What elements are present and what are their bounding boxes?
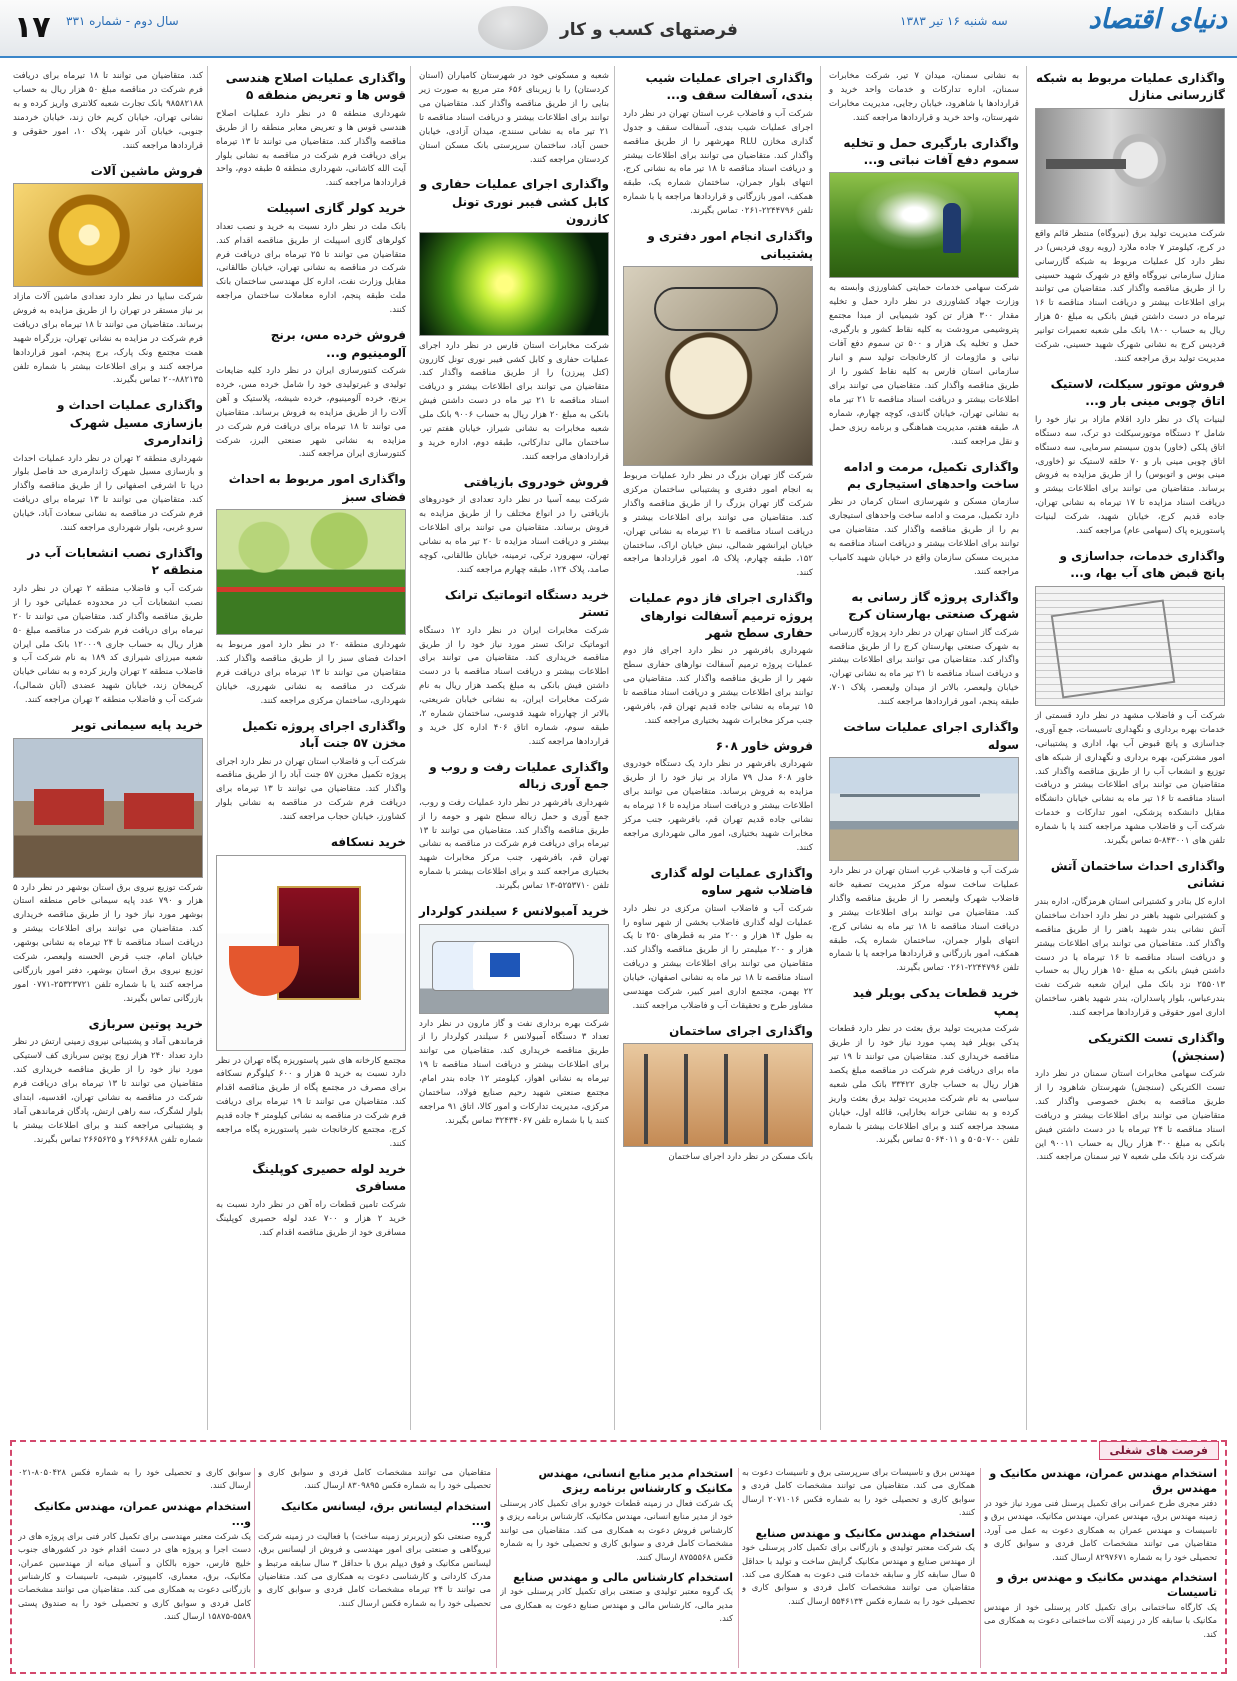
article-body: اداره کل بنادر و کشتیرانی استان هرمزگان، اداره بندر و کشتیرانی شهید باهنر در نظر دارد احداث ساختمان آتش نشانی بندر شهید باهنر را از طریق مناقصه واگذار کند. متقاضیان می توانند برای اطلاعات بیشتر و دریافت اسناد مناقصه تا ۱۶ تیرماه با در دست داشتن فیش بانکی به مبلغ ۱۵۰ هزار ریال به حساب ۲۵۵۰۱۳ نزد بانک ملی ایران شعبه شرکت نفت بندرعباس، بلوار پاسداران، بندر شهید باهنر، ساختمان اداری امور حقوقی و قراردادها مراجعه کنند.	[1035, 896, 1225, 1019]
article-photo	[829, 172, 1019, 278]
job-listing	[984, 1570, 1217, 1641]
article-body: فرماندهی آماد و پشتیبانی نیروی زمینی ارتش در نظر دارد تعداد ۲۴۰ هزار زوج پوتین سربازی کف لاستیکی مورد نیاز خود را از طریق مناقصه خریداری کند. متقاضیان می توانند تا ۱۳ تیرماه برای دریافت فرم شرکت در مناقصه به نشانی تهران، اقدسیه، ابتدای بلوار لشگرک، سه راهی ارتش، پادگان فرماندهی آماد و پشتیبانی مراجعه کنند و برای اطلاعات بیشتر با شماره تلفن ۲۶۹۶۶۸۸ و ۲۶۶۵۶۲۵ تماس بگیرند.	[13, 1037, 204, 1145]
job-listing	[984, 1466, 1217, 1564]
article-headline: واگذاری اجرای فاز دوم عملیات پروژه ترمیم آسفالت نوارهای حفاری سطح شهر	[629, 591, 813, 641]
news-column	[213, 70, 409, 1428]
article-body: شرکت سهامی خدمات حمایتی کشاورزی وابسته به وزارت جهاد کشاورزی در نظر دارد حمل و تخلیه مقدار ۳۰۰ هزار تن کود شیمیایی از مبدا مجتمع پتروشیمی مرودشت به کلیه نقاط کشور و بارگیری، حمل و تخلیه یک هزار و ۵۰۰ تن سموم دفع آفات نباتی و ماژومات از کارخانجات تولید سم و انبار سازمانی استان فارس به کلیه نقاط کشور را از طریق مناقصه واگذار کند. متقاضیان می توانند برای اطلاعات بیشتر و دریافت اسناد مناقصه تا ۲۱ تیر ماه به نشانی تهران، خیابان گاندی، کوچه چهارم، شماره ۸، طبقه هفتم، مدیریت هماهنگی و برنامه ریزی حمل و نقل مراجعه کنند.	[829, 283, 1020, 447]
article-photo	[623, 266, 813, 466]
jobs-column	[984, 1466, 1217, 1672]
globe-icon	[478, 6, 548, 50]
article	[13, 163, 203, 389]
jobs-column	[742, 1466, 975, 1672]
article-body: شرکت بیمه آسیا در نظر دارد تعدادی از خودروهای بازیافتی را در انواع مختلف را از طریق مزایده به فروش برساند. متقاضیان می توانند برای اطلاعات بیشتر و دریافت اسناد مزایده تا ۲۰ تیر ماه به نشانی تهران، سهرورد ترکی، ترمینه، خیابان طالقانی، کوچه صامد، پلاک ۱۲۴، طبقه چهارم مراجعه کنند.	[419, 495, 609, 575]
job-title: استخدام مدیر منابع انسانی، مهندس مکانیک و کارشناس برنامه ریزی	[538, 1467, 733, 1496]
article-headline: واگذاری اجرای پروژه تکمیل مخزن ۵۷ جنت آباد	[242, 718, 406, 751]
article-body: شهرداری منطقه ۵ در نظر دارد عملیات اصلاح هندسی قوس ها و تعریض معابر منطقه را از طریق مناقصه واگذار کند. متقاضیان می توانند تا ۱۳ تیرماه برای دریافت فرم شرکت در مناقصه به نشانی بلوار آیت الله کاشانی، شهرداری منطقه ۵ طبقه دوم، واحد قراردادها مراجعه کنند.	[216, 108, 407, 189]
news-column	[826, 70, 1022, 1428]
job-listing	[18, 1499, 251, 1624]
article-photo	[623, 1043, 813, 1147]
article	[829, 459, 1019, 580]
column-divider	[207, 66, 208, 1430]
article	[829, 70, 1019, 126]
article	[623, 1023, 813, 1165]
article-body: مجتمع کارخانه های شیر پاستوریزه پگاه تهران در نظر دارد نسبت به خرید ۵ هزار و ۶۰۰ کیلوگرم نسکافه برای مصرف در مجتمع پگاه از طریق مناقصه اقدام کند. متقاضیان می توانند تا ۱۹ تیرماه برای دریافت فرم شرکت در مناقصه به نشانی کیلومتر ۴ جاده قدیم کرج، مجتمع کارخانجات شیر پاستوریزه پگاه مراجعه کنند.	[216, 1055, 406, 1150]
job-body: مهندس برق و تاسیسات برای سرپرستی برق و تاسیسات دعوت به همکاری می کند. متقاضیان می توانند مشخصات کامل فردی و سوابق کاری و تحصیلی خود را به شماره فکس ۲۰۷۱۰۱۶ ارسال کنند.	[742, 1467, 975, 1518]
job-body: سوابق کاری و تحصیلی خود را به شماره فکس ۸۰۵۰۴۲۸-۰۲۱ ارسال کنند.	[18, 1467, 251, 1491]
job-body: یک شرکت فعال در زمینه قطعات خودرو برای تکمیل کادر پرسنلی خود از مدیر منابع انسانی، مهندس مکانیک، کارشناس برنامه ریزی و کارشناس فروش دعوت به همکاری می کند. متقاضیان می توانند مشخصات کامل فردی و سوابق کاری و تحصیلی خود را به شماره فکس ۸۷۵۵۵۶۸ ارسال کنند.	[500, 1497, 733, 1562]
article-headline: واگذاری تکمیل، مرمت و ادامه ساخت واحدهای استیجاری بم	[843, 459, 1019, 491]
jobs-divider	[738, 1468, 739, 1668]
article-body: شهرداری منطقه ۲ تهران در نظر دارد عملیات احداث و بازسازی مسیل شهرک ژاندارمری حد فاصل بلوار دریا تا اشرفی اصفهانی را از طریق مناقصه واگذار کند. متقاضیان می توانند تا ۱۳ تیرماه برای دریافت فرم شرکت در مناقصه به نشانی سعادت آباد، خیابان سرو غربی، بلوار شهرداری مراجعه کنند.	[13, 453, 203, 534]
article-photo	[216, 855, 406, 1051]
news-column	[10, 70, 206, 1428]
article-body: شرکت بهره برداری نفت و گاز مارون در نظر دارد تعداد ۳ دستگاه آمبولانس ۶ سیلندر کولردار را از طریق مناقصه خریداری کند. متقاضیان می توانند برای اطلاعات بیشتر و دریافت اسناد مناقصه تا ۱۹ تیرماه به نشانی اهواز، کیلومتر ۱۲ جاده بندر امام، مجتمع صنعتی شهید رحیم صنایع فولاد، ساختمان مرکزی، مدیریت تدارکات و امور کالا، اتاق ۹۱ مراجعه کنند یا با شماره تلفن ۳۲۴۳۴۰۶۷ تماس بگیرند.	[419, 1018, 609, 1126]
article	[1035, 1030, 1225, 1165]
article-body: شرکت آب و فاضلاب استان تهران در نظر دارد اجرای پروژه تکمیل مخزن ۵۷ جنت آباد را از طریق مناقصه واگذار کند. متقاضیان می توانند تا ۱۳ تیرماه برای دریافت فرم شرکت در مناقصه به نشانی بلوار کشاورز، خیابان حجاب مراجعه کنند.	[216, 756, 406, 823]
article-headline: خرید پایه سیمانی تویر	[72, 718, 203, 733]
article-headline: واگذاری عملیات رفت و روب و جمع آوری زباله	[429, 759, 609, 792]
article	[13, 717, 203, 1007]
job-body: یک گروه معتبر تولیدی و صنعتی برای تکمیل کادر پرسنلی خود از مدیر مالی، کارشناس مالی و مهندس صنایع دعوت به همکاری می کند.	[500, 1586, 733, 1624]
article-headline: واگذاری احداث ساختمان آتش نشانی	[1050, 859, 1225, 891]
article	[419, 70, 609, 167]
article-headline: واگذاری پروژه گاز رسانی به شهرک صنعتی بهارستان کرج	[848, 589, 1019, 622]
article-body: شرکت مخابرات استان فارس در نظر دارد اجرای عملیات حفاری و کابل کشی فیبر نوری تونل کازرون (کتل پیرزن) را از طریق مناقصه واگذار کند. متقاضیان می توانند برای اطلاعات بیشتر و دریافت اسناد مناقصه تا ۲۱ تیر ماه در دست داشتن فیش بانکی به مبلغ ۲۰ هزار ریال به حساب ۹۰۰۶ بانک ملی شعبه مخابرات به نشانی شیراز، خیابان هفتم تیر، ساختمان مالی تدارکاتی، طبقه دوم، اداره خرید و قراردادهای مراجعه کنند.	[419, 340, 609, 462]
jobs-column	[18, 1466, 251, 1672]
job-body: یک شرکت معتبر مهندسی برای تکمیل کادر فنی برای پروژه های در دست اجرا و پروژه های در دست اقدام خود در کشورهای جنوب خلیج فارس، حوزه بالکان و آسیای میانه از مهندسین عمران، مکانیک، برق، معماری، کامپیوتر، شیمی، تاسیسات و کارشناس بازرگانی دعوت به همکاری می کند. متقاضیان می توانند مشخصات کامل فردی و سوابق کاری و تحصیلی خود را به صندوق پستی ۵۵۸۹-۱۵۸۷۵ ارسال کنند.	[18, 1530, 251, 1622]
job-listing	[258, 1499, 491, 1610]
news-column	[416, 70, 612, 1428]
job-body: متقاضیان می توانند مشخصات کامل فردی و سوابق کاری و تحصیلی خود را به شماره فکس ۸۳۰۹۸۹۵ ارسال کنند.	[258, 1467, 491, 1491]
article-body: شرکت مدیریت تولید برق (نیروگاه) منتظر قائم واقع در کرج، کیلومتر ۷ جاده ملارد (روبه روی فردیس) در نظر دارد کل عملیات مربوط به شبکه گازرسانی منازل سازمانی نیروگاه واقع در شهرک شهید حسینی را از طریق مناقصه واگذار کند. متقاضیان می توانند برای اطلاعات بیشتر و دریافت اسناد مناقصه تا ۱۶ تیرماه در دست داشتن فیش بانکی به مبلغ ۵۰ هزار ریال به حساب ۱۸۰۰ بانک ملی شعبه تعمیرات توانیر فردیس کرج به نشانی شهرک شهید حسینی، شرکت مدیریت تولید برق مراجعه کنند.	[1035, 228, 1225, 365]
article	[216, 834, 406, 1152]
article	[13, 397, 203, 536]
job-title: استخدام مهندس عمران، مهندس مکانیک و...	[34, 1499, 251, 1529]
article	[216, 200, 406, 318]
article-body: شرکت آب و فاضلاب غرب استان تهران در نظر دارد اجرای عملیات شیب بندی، آسفالت سقف و جدول گذاری مخازن RLU مهرشهر را از طریق مناقصه واگذار کند. متقاضیان می توانند برای اطلاعات بیشتر و دریافت اسناد مناقصه تا ۱۸ تیر ماه به نشانی کرج، انتهای بلوار جمران، ساختمان شماره یک، طبقه همکف، امور بازرگانی و قراردادها مراجعه یا با شماره تلفن ۲۲۴۴۷۹۶-۰۲۶۱ تماس بگیرند.	[623, 108, 814, 217]
article	[623, 738, 813, 856]
article-body: به نشانی سمنان، میدان ۷ تیر، شرکت مخابرات سمنان، اداره تدارکات و خدمات واحد خرید و قراردادها یا شاهرود، خیابان رجایی، مدیریت مخابرات شهرستان، واحد خرید و قراردادها مراجعه کنند.	[829, 71, 1019, 123]
article-body: شهرداری بافرشهر در نظر دارد یک دستگاه خودروی خاور ۶۰۸ مدل ۷۹ مازاد بر نیاز خود را از طریق مزایده به فروش برساند. متقاضیان می توانند برای اطلاعات بیشتر و دریافت اسناد مزایده تا ۱۶ تیرماه به نشانی جاده قدیم تهران قم، بافرشهر، جنب مرکز مخابرات شهید بختیاری، امور مالی شهرداری مراجعه کنند.	[623, 759, 814, 853]
news-column	[620, 70, 816, 1428]
article-headline: واگذاری تست الکتریکی (سنجش)	[1088, 1031, 1225, 1063]
article-body: شرکت سایپا در نظر دارد تعدادی ماشین آلات مازاد بر نیاز مستقر در تهران را از طریق مزایده به فروش برساند. متقاضیان می توانند تا ۱۸ تیرماه برای دریافت فرم شرکت در مزایده به نشانی تهران، بزرگراه شهید همت مجتمع ونک پارک، برج پنجم، امور قراردادها مراجعه کنند و برای اطلاعات بیشتر با شماره تلفن ۸۸۲۱۳۵-۲۰ تماس بگیرند.	[13, 291, 203, 386]
article-headline: واگذاری نصب انشعابات آب در منطقه ۲	[27, 546, 203, 578]
job-listing	[742, 1466, 975, 1520]
column-divider	[614, 66, 615, 1430]
article	[13, 545, 203, 708]
article-body: شرکت تامین قطعات راه آهن در نظر دارد نسبت به خرید ۲ هزار و ۷۰۰ عدد لوله حصیری کوپلینگ مسافری خود از طریق مناقصه اقدام کند.	[216, 1199, 406, 1238]
article	[1035, 376, 1225, 539]
article-headline: واگذاری عملیات احداث و بازسازی مسیل شهرک ژاندارمری	[57, 398, 203, 448]
article	[829, 589, 1019, 710]
article	[419, 759, 609, 894]
job-listing	[258, 1466, 491, 1493]
article-headline: فروش خودروی بازیافتی	[463, 474, 609, 489]
jobs-divider	[496, 1468, 497, 1668]
article-body: شرکت مخابرات ایران در نظر دارد ۱۲ دستگاه اتوماتیک ترانک تستر مورد نیاز خود را از طریق مناقصه خریداری کند. متقاضیان می توانند برای اطلاعات بیشتر و دریافت اسناد مناقصه با در دست داشتن فیش بانکی به مبلغ یکصد هزار ریال به نام شرکت مخابرات ایران، به نشانی خیابان شریعتی، بالاتر از چهارراه شهید قدوسی، ساختمان شماره ۲، طبقه سوم، شماره اتاق ۴۰۶ اداره کل خرید و قراردادها مراجعه کنند.	[419, 625, 609, 747]
article	[829, 719, 1019, 976]
article-headline: فروش ماشین آلات	[90, 163, 203, 178]
publication-date: سه شنبه ۱۶ تیر ۱۳۸۳	[900, 14, 1008, 28]
article	[419, 474, 609, 578]
section-title: فرصتهای کسب و کار	[560, 20, 738, 40]
article-body: شرکت آب و فاضلاب مشهد در نظر دارد قسمتی از خدمات بهره برداری و نگهداری تاسیسات، جمع آوری، جداسازی و پانچ قبوض آب بها، اداری و پشتیبانی، امور مشترکین، بهره برداری و نگهداری از شبکه های توزیع و انشعاب آب را از طریق مناقصه واگذار کند. متقاضیان می توانند برای اطلاعات بیشتر و دریافت اسناد مناقصه تا ۱۶ تیر ماه به نشانی خیابان دانشگاه مقابل دانشکده پزشکی، امور تدارکات و خدمات شرکت آب و فاضلاب مشهد مراجعه کنند یا با شماره تلفن های ۸۴۳۰۰۱-۵ تماس بگیرند.	[1035, 710, 1225, 847]
article-body: شرکت توزیع نیروی برق استان بوشهر در نظر دارد ۵ هزار و ۷۹۰ عدد پایه سیمانی خاص منطقه استان بوشهر مورد نیاز خود را از طریق مناقصه خریداری کند. متقاضیان می توانند برای اطلاعات بیشتر و دریافت اسناد مناقصه تا ۲۴ تیرماه به نشانی بوشهر، خیابان امام، جنب قرض الحسنه ولیعصر، شرکت توزیع نیروی برق استان بوشهر، دفتر امور بازرگانی مراجعه کنند یا با شماره تلفن ۲۵۳۲۳۷۲۱-۰۷۷۱ امور بازرگانی تماس بگیرند.	[13, 882, 203, 1004]
job-listing	[500, 1570, 733, 1626]
article-headline: واگذاری عملیات لوله گذاری فاضلاب شهر ساوه	[650, 865, 813, 898]
jobs-badge: فرصت های شغلی	[1099, 1441, 1219, 1460]
article-photo	[1035, 108, 1225, 224]
article	[13, 1016, 203, 1148]
article	[216, 471, 406, 708]
article-headline: خرید دستگاه اتوماتیک ترانک تستر	[444, 587, 609, 620]
job-listing	[742, 1526, 975, 1609]
article-photo	[13, 738, 203, 878]
issue-info: سال دوم - شماره ۳۳۱	[66, 14, 179, 28]
article-headline: فروش موتور سیکلت، لاستیک اتاق چوبی مینی بار و...	[1050, 377, 1225, 409]
article-body: شرکت گاز استان تهران در نظر دارد پروژه گازرسانی به شهرک صنعتی بهارستان کرج را از طریق مناقصه واگذار کند. متقاضیان می توانند برای اطلاعات بیشتر و دریافت اسناد مناقصه تا ۲۱ تیر ماه به نشانی تهران، خیابان ولیعصر، بالاتر از میدان ولیعصر، پلاک ۷۰۱، طبقه پنجم، امور قراردادها مراجعه کنند.	[829, 627, 1019, 708]
newspaper-logo: دنیای اقتصاد	[1088, 4, 1227, 35]
job-listing	[18, 1466, 251, 1493]
article-headline: واگذاری اجرای عملیات حفاری و کابل کشی فیبر نوری تونل کازرون	[419, 177, 609, 227]
column-divider	[410, 66, 411, 1430]
article-headline: خرید قطعات یدکی بویلر فید پمپ	[852, 986, 1019, 1018]
article-photo	[829, 757, 1019, 861]
article-body: شعبه و مسکونی خود در شهرستان کامیاران (استان کردستان) را با زیربنای ۶۵۶ متر مربع به صورت زیر بنایی را از طریق مناقصه واگذار کند. متقاضیان می توانند برای اطلاعات بیشتر و دریافت اسناد مناقصه تا ۲۱ تیر ماه به نشانی سنندج، میدان آزادی، خیابان حسن آباد، ساختمان سرپرستی بانک مسکن استان کردستان مراجعه کنند.	[419, 71, 609, 165]
article-headline: واگذاری عملیات مربوط به شبکه گازرسانی منازل	[1036, 71, 1225, 103]
article-headline: فروش خرده مس، برنج آلومینیوم و...	[270, 328, 406, 360]
column-divider	[1026, 66, 1027, 1430]
article	[623, 590, 813, 729]
article-headline: خرید کولر گازی اسپیلت	[266, 201, 406, 216]
article	[829, 135, 1019, 450]
article-headline: واگذاری انجام امور دفتری و پشتیبانی	[647, 229, 813, 261]
article-headline: واگذاری اجرای ساختمان	[669, 1024, 813, 1039]
article-photo	[13, 183, 203, 287]
job-body: یک شرکت معتبر تولیدی و بازرگانی برای تکمیل کادر پرسنلی خود از مهندس صنایع و مهندس مکانیک گرایش ساخت و تولید با حداقل ۵ سال سابقه کار و سابقه خدمات فنی دعوت به همکاری می کند. متقاضیان می توانند مشخصات کامل فردی و سوابق کاری و تحصیلی خود را به شماره فکس ۵۵۴۶۱۳۴ ارسال کنند.	[742, 1542, 975, 1606]
article	[1035, 70, 1225, 367]
article	[216, 70, 406, 191]
article-headline: واگذاری اجرای عملیات ساخت سوله	[843, 720, 1019, 752]
article-photo	[216, 509, 406, 635]
jobs-divider	[254, 1468, 255, 1668]
article-headline: واگذاری عملیات اصلاح هندسی قوس ها و تعریض منطقه ۵	[225, 71, 406, 103]
article-body: شرکت سهامی مخابرات استان سمنان در نظر دارد تست الکتریکی (سنجش) شهرستان شاهرود را از طریق مناقصه به بخش خصوصی واگذار کند. متقاضیان می توانند برای اطلاعات بیشتر و دریافت اسناد مناقصه تا ۲۴ تیرماه با در دست داشتن فیش بانکی به مبلغ ۳۰۰ هزار ریال به حساب ۹۰۰۱۱ این شرکت نزد بانک ملی شعبه ۷ تیر سمنان مراجعه کنند.	[1035, 1068, 1226, 1163]
article-body: شرکت کنتورسازی ایران در نظر دارد کلیه ضایعات تولیدی و غیرتولیدی خود را شامل خرده مس، خرده برنج، خرده آلومینیوم، خرده شیشه، پلاستیک و آهن آلات را از طریق مزایده به فروش برساند. متقاضیان می توانند تا ۱۸ تیرماه برای دریافت فرم شرکت در مزایده به نشانی شهر صنعتی البرز، شرکت کنتورسازی ایران مراجعه کنند.	[216, 365, 406, 460]
article-headline: خرید پوتین سربازی	[88, 1016, 203, 1031]
article	[1035, 548, 1225, 849]
article	[216, 718, 406, 825]
article-headline: واگذاری خدمات، جداسازی و پانچ قبض های آب بها، و...	[1059, 549, 1225, 581]
article-headline: واگذاری امور مربوط به احداث فضای سبز	[228, 472, 406, 504]
article-headline: واگذاری اجرای عملیات شیب بندی، آسفالت سقف و...	[645, 71, 813, 103]
job-listing	[500, 1466, 733, 1564]
job-title: استخدام مهندس مکانیک و مهندس برق و تاسیسات	[996, 1570, 1217, 1600]
article-body: شرکت آب و فاضلاب منطقه ۲ تهران در نظر دارد نصب انشعابات آب در محدوده عملیاتی خود را از طریق مناقصه واگذار کند. متقاضیان می توانند تا ۲۰ تیرماه برای دریافت فرم شرکت در مناقصه مبلغ ۵۰ هزار ریال به حساب جاری ۱۲۰۰۰۹ بانک ملی ایران شعبه میرزای شیرازی کد ۱۸۹ به نام شرکت آب و فاضلاب منطقه ۲ تهران واریز کرده و به نشانی خیابان کریمخان زند، خیابان شهید عضدی (آبان شمالی)، شرکت آب و فاضلاب منطقه ۲ تهران مراجعه کنند.	[13, 583, 204, 706]
article	[13, 70, 203, 154]
article-body: شهرداری بافرشهر در نظر دارد اجرای فاز دوم عملیات پروژه ترمیم آسفالت نوارهای حفاری سطح شهر را از طریق مناقصه واگذار کند. متقاضیان می توانند برای اطلاعات بیشتر و دریافت اسناد مناقصه تا ۱۵ تیرماه به نشانی جاده قدیم تهران قم، بافرشهر، جنب مرکز مخابرات شهید بختیاری مراجعه کنند.	[623, 646, 813, 727]
article	[419, 587, 609, 750]
article-body: بانک ملت در نظر دارد نسبت به خرید و نصب تعداد کولرهای گازی اسپیلت از طریق مناقصه اقدام کند. متقاضیان می توانند تا ۲۵ تیرماه برای دریافت فرم شرکت در مناقصه به نشانی تهران، خیابان طالقانی، مقابل وزارت نفت، اداره کل مهندسی ساختمان بانک ملت طبقه پنجم، اداره معاملات ساختمان مراجعه کنند.	[216, 221, 406, 316]
article	[829, 985, 1019, 1148]
page-number: ۱۷	[14, 10, 51, 45]
job-title: استخدام مهندس مکانیک و مهندس صنایع	[755, 1526, 975, 1540]
masthead	[0, 0, 1237, 58]
job-title: استخدام مهندس عمران، مهندس مکانیک و مهندس برق	[989, 1467, 1217, 1496]
article	[623, 70, 813, 219]
article-body: سازمان مسکن و شهرسازی استان کرمان در نظر دارد تکمیل، مرمت و ادامه ساخت واحدهای استیجاری بم را از طریق مناقصه واگذار کند. متقاضیان می توانند برای اطلاعات بیشتر و دریافت اسناد مناقصه به مدیریت مسکن سازمان واقع در خیابان شهید کامیاب مراجعه کنند.	[829, 497, 1019, 577]
job-body: یک کارگاه ساختمانی برای تکمیل کادر پرسنلی خود از مهندس مکانیک با سابقه کار در زمینه آلات ساختمانی دعوت به همکاری می کند.	[984, 1601, 1217, 1639]
jobs-section	[10, 1440, 1227, 1674]
article-headline: خرید لوله حصیری کوپلینگ مسافری	[252, 1162, 406, 1194]
job-body: گروه صنعتی نکو (زیربرتر زمینه ساخت) با فعالیت در زمینه شرکت نیروگاهی و صنعتی برای امور مهندسی و فروش از لیسانس برق، لیسانس مکانیک و فوق دیپلم برق با حداقل ۳ سال سابقه مرتبط و مدرک کاردانی و کارشناسی دعوت به همکاری می کند. متقاضیان می توانند تا ۲۴ تیرماه مشخصات کامل فردی و سوابق کاری و تحصیلی خود را به شماره فکس ارسال کنند.	[258, 1530, 491, 1608]
article	[216, 1161, 406, 1241]
article-body: بانک مسکن در نظر دارد اجرای ساختمان	[668, 1152, 813, 1163]
article	[419, 903, 609, 1129]
article	[623, 865, 813, 1014]
article-photo	[419, 232, 609, 336]
article-photo	[1035, 586, 1225, 706]
article-headline: خرید آمبولانس ۶ سیلندر کولردار	[419, 904, 609, 919]
article-body: شرکت آب و فاضلاب استان مرکزی در نظر دارد عملیات لوله گذاری فاضلاب بخشی از شهر ساوه را به طول ۱۴ هزار و ۲۰۰ متر به قطرهای ۲۵۰ تا یک هزار و ۲۰۰ میلیمتر را از طریق مناقصه واگذار کند. متقاضیان می توانند برای اطلاعات بیشتر و دریافت اسناد مناقصه تا ۱۸ تیر ماه به نشانی اصفهان، خیابان ۲۲ بهمن، مجتمع اداری امیر کبیر، شرکت مهندسی مشاور طرح و تحقیقات آب و فاضلاب مراجعه کنند.	[623, 903, 813, 1012]
jobs-column	[258, 1466, 491, 1672]
jobs-divider	[980, 1468, 981, 1668]
article	[623, 228, 813, 581]
article-body: کند. متقاضیان می توانند تا ۱۸ تیرماه برای دریافت فرم شرکت در مناقصه مبلغ ۵۰ هزار ریال به حساب ۹۸۵۸۲۱۸۸ بانک تجارت شعبه کلانتری واریز کرده و به نشانی تهران، خیابان کریم خان زند، خیابان خردمند جنوبی، خیابان آذر شهر، پلاک ۱۰، امور حقوقی و قراردادها مراجعه کنند.	[13, 71, 203, 151]
article-body: شرکت گاز تهران بزرگ در نظر دارد عملیات مربوط به انجام امور دفتری و پشتیبانی ساختمان مرکزی شرکت گاز تهران بزرگ را از طریق مناقصه واگذار کند. متقاضیان می توانند برای اطلاعات بیشتر و دریافت اسناد مناقصه تا ۲۱ تیرماه به نشانی تهران، خیابان ایرانشهر شمالی، نبش خیابان اراک، ساختمان ۱۵۲، طبقه چهارم، پلاک ۵، امور قراردادها مراجعه کنند.	[623, 470, 813, 579]
article-headline: فروش خاور ۶۰۸	[715, 739, 813, 754]
article	[216, 327, 406, 462]
article-photo	[419, 924, 609, 1014]
article	[419, 176, 609, 464]
article-headline: واگذاری بارگیری حمل و تخلیه سموم دفع آفات نباتی و...	[843, 135, 1019, 168]
news-column	[1032, 70, 1228, 1428]
article-body: لبنیات پاک در نظر دارد اقلام مازاد بر نیاز خود را شامل ۲ دستگاه موتورسیکلت دو ترک، سه دستگاه اتاق پلکی (خاور) بدون سیستم سرمایی، سه دستگاه اتاق چوبی مینی بار و ۷۰ حلقه لاستیک نو (خاوری، مینی بوس و اتوبوس) را از طریق مزایده به فروش برساند. متقاضیان می توانند برای اطلاعات بیشتر و دریافت اسناد مزایده تا ۱۷ تیرماه به نشانی تهران، جاده قدیم کرج، خیابان شهید، شرکت لبنیات پاستوریزه پاک (سهامی عام) مراجعه کنند.	[1035, 414, 1226, 537]
article-body: شرکت مدیریت تولید برق بعثت در نظر دارد قطعات یدکی بویلر فید پمپ مورد نیاز خود را از طریق مناقصه خریداری کند. متقاضیان می توانند تا ۱۹ تیر ماه برای دریافت فرم شرکت در مناقصه مبلغ یکصد هزار ریال به حساب جاری ۳۳۴۲۲ بانک ملی شعبه سیاسی به نام شرکت مدیریت تولید برق بعثت واریز کرده و به نشانی خزانه بخارایی، قائله اول، خیابان مسجد مراجعه کنند و برای اطلاعات بیشتر با شماره تلفن ۵۰۵۰۷۰۰ و ۵۰۶۴۰۱۱ تماس بگیرند.	[829, 1024, 1019, 1146]
job-body: دفتر مجری طرح عمرانی برای تکمیل پرسنل فنی مورد نیاز خود در زمینه مهندس برق، مهندس عمران، مهندس مکانیک، مهندس برق و تاسیسات و مهندس عمران به همکاری دعوت به عمل می آورد. متقاضیان می توانند مشخصات کامل فردی و سوابق کاری و تحصیلی خود را به شماره ۸۲۹۷۶۷۱ ارسال کنند.	[984, 1497, 1217, 1562]
job-title: استخدام کارشناس مالی و مهندس صنایع	[513, 1570, 733, 1584]
article-body: شهرداری بافرشهر در نظر دارد عملیات رفت و روب، جمع آوری و حمل زباله سطح شهر و حومه را از طریق مناقصه واگذار کند. متقاضیان می توانند تا ۱۳ تیرماه برای دریافت فرم شرکت در مناقصه به نشانی تهران قم، بافرشهر، جنب مرکز مخابرات شهید بختیاری مراجعه کنند و برای اطلاعات بیشتر با شماره تلفن ۵۲۵۳۷۱۰-۱۳ تماس بگیرند.	[419, 797, 609, 892]
article-body: شهرداری منطقه ۲۰ در نظر دارد امور مربوط به احداث فضای سبز را از طریق مناقصه واگذار کند. متقاضیان می توانند تا ۱۳ تیرماه برای دریافت فرم شرکت در مناقصه به نشانی شهرری، خیابان شهرداری، ساختمان مرکزی مراجعه کنند.	[216, 640, 406, 706]
job-title: استخدام لیسانس برق، لیسانس مکانیک و...	[281, 1499, 491, 1529]
column-divider	[820, 66, 821, 1430]
article-headline: خرید نسکافه	[330, 835, 406, 850]
article-body: شرکت آب و فاضلاب غرب استان تهران در نظر دارد عملیات ساخت سوله مرکز مدیریت تصفیه خانه فاضلاب شهرک ولیعصر را از طریق مناقصه واگذار کند. متقاضیان می توانند برای اطلاعات بیشتر و دریافت اسناد مناقصه تا ۱۸ تیر ماه به نشانی کرج، انتهای بلوار جمران، ساختمان شماره یک، طبقه همکف، امور بازرگانی و قراردادها مراجعه یا با شماره تلفن ۲۲۴۴۷۹۶-۰۲۶۱ تماس بگیرند.	[829, 865, 1019, 974]
article	[1035, 858, 1225, 1021]
jobs-column	[500, 1466, 733, 1672]
